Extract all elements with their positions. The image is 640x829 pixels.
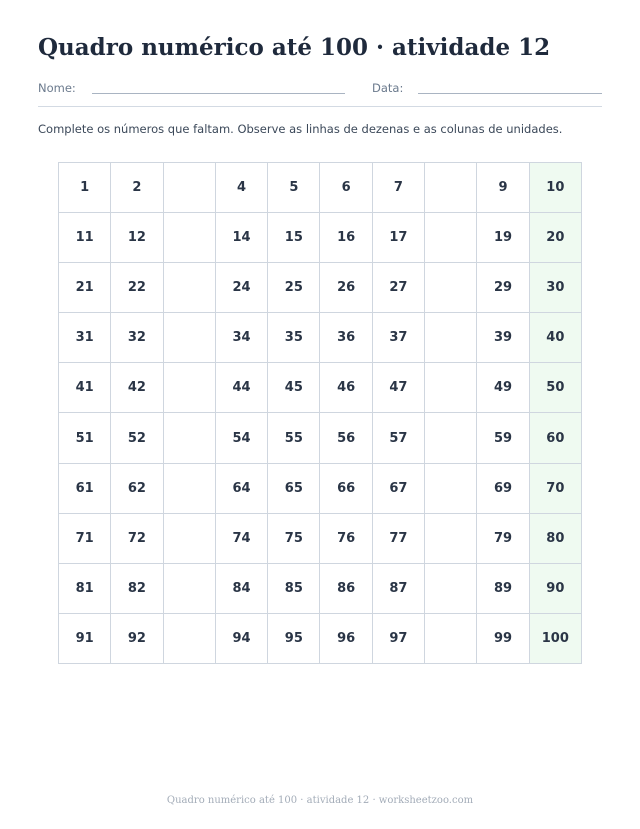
number-cell: 22	[111, 263, 163, 313]
number-cell: 64	[216, 464, 268, 514]
number-cell: 5	[268, 163, 320, 213]
number-cell: 19	[477, 213, 529, 263]
number-cell: 9	[477, 163, 529, 213]
number-cell: 32	[111, 313, 163, 363]
number-cell: 52	[111, 413, 163, 463]
number-cell: 89	[477, 564, 529, 614]
number-cell: 71	[59, 514, 111, 564]
number-cell: 42	[111, 363, 163, 413]
number-cell: 49	[477, 363, 529, 413]
number-cell: 30	[530, 263, 582, 313]
number-cell: 90	[530, 564, 582, 614]
blank-number-cell[interactable]	[164, 263, 216, 313]
number-cell: 81	[59, 564, 111, 614]
blank-number-cell[interactable]	[164, 614, 216, 664]
number-cell: 99	[477, 614, 529, 664]
number-cell: 92	[111, 614, 163, 664]
number-cell: 1	[59, 163, 111, 213]
blank-number-cell[interactable]	[164, 313, 216, 363]
date-label: Data:	[372, 81, 404, 95]
number-cell: 6	[320, 163, 372, 213]
number-cell: 72	[111, 514, 163, 564]
blank-number-cell[interactable]	[164, 213, 216, 263]
number-cell: 41	[59, 363, 111, 413]
number-cell: 75	[268, 514, 320, 564]
blank-number-cell[interactable]	[164, 514, 216, 564]
number-cell: 11	[59, 213, 111, 263]
number-cell: 100	[530, 614, 582, 664]
number-cell: 14	[216, 213, 268, 263]
number-cell: 26	[320, 263, 372, 313]
blank-number-cell[interactable]	[164, 464, 216, 514]
number-cell: 56	[320, 413, 372, 463]
blank-number-cell[interactable]	[425, 163, 477, 213]
number-cell: 34	[216, 313, 268, 363]
number-cell: 39	[477, 313, 529, 363]
number-cell: 2	[111, 163, 163, 213]
worksheet-title: Quadro numérico até 100 · atividade 12	[38, 34, 551, 61]
blank-number-cell[interactable]	[164, 363, 216, 413]
number-cell: 61	[59, 464, 111, 514]
blank-number-cell[interactable]	[425, 413, 477, 463]
blank-number-cell[interactable]	[164, 163, 216, 213]
number-cell: 94	[216, 614, 268, 664]
number-cell: 80	[530, 514, 582, 564]
number-cell: 40	[530, 313, 582, 363]
number-cell: 21	[59, 263, 111, 313]
number-cell: 59	[477, 413, 529, 463]
blank-number-cell[interactable]	[425, 464, 477, 514]
number-cell: 7	[373, 163, 425, 213]
number-cell: 66	[320, 464, 372, 514]
number-cell: 54	[216, 413, 268, 463]
number-cell: 97	[373, 614, 425, 664]
number-cell: 77	[373, 514, 425, 564]
number-cell: 67	[373, 464, 425, 514]
number-cell: 29	[477, 263, 529, 313]
blank-number-cell[interactable]	[425, 514, 477, 564]
number-cell: 84	[216, 564, 268, 614]
blank-number-cell[interactable]	[425, 363, 477, 413]
number-cell: 74	[216, 514, 268, 564]
number-cell: 86	[320, 564, 372, 614]
number-cell: 25	[268, 263, 320, 313]
hundred-chart-grid	[58, 162, 582, 664]
number-cell: 16	[320, 213, 372, 263]
number-cell: 36	[320, 313, 372, 363]
number-cell: 12	[111, 213, 163, 263]
number-cell: 44	[216, 363, 268, 413]
number-cell: 55	[268, 413, 320, 463]
blank-number-cell[interactable]	[164, 564, 216, 614]
number-cell: 60	[530, 413, 582, 463]
number-cell: 65	[268, 464, 320, 514]
number-cell: 62	[111, 464, 163, 514]
number-cell: 87	[373, 564, 425, 614]
name-date-fields	[38, 80, 602, 107]
number-cell: 47	[373, 363, 425, 413]
number-cell: 24	[216, 263, 268, 313]
date-write-line[interactable]	[418, 93, 602, 94]
name-label: Nome:	[38, 81, 76, 95]
name-write-line[interactable]	[92, 93, 345, 94]
number-cell: 35	[268, 313, 320, 363]
blank-number-cell[interactable]	[164, 413, 216, 463]
number-cell: 50	[530, 363, 582, 413]
number-cell: 76	[320, 514, 372, 564]
number-cell: 37	[373, 313, 425, 363]
number-cell: 82	[111, 564, 163, 614]
number-cell: 20	[530, 213, 582, 263]
number-cell: 46	[320, 363, 372, 413]
number-cell: 70	[530, 464, 582, 514]
number-cell: 79	[477, 514, 529, 564]
footer: Quadro numérico até 100 · atividade 12 · worksheetzoo.com	[166, 795, 474, 806]
number-cell: 95	[268, 614, 320, 664]
blank-number-cell[interactable]	[425, 564, 477, 614]
number-cell: 51	[59, 413, 111, 463]
number-cell: 4	[216, 163, 268, 213]
blank-number-cell[interactable]	[425, 213, 477, 263]
number-cell: 27	[373, 263, 425, 313]
number-cell: 91	[59, 614, 111, 664]
blank-number-cell[interactable]	[425, 313, 477, 363]
number-cell: 15	[268, 213, 320, 263]
number-cell: 10	[530, 163, 582, 213]
number-cell: 69	[477, 464, 529, 514]
number-cell: 96	[320, 614, 372, 664]
blank-number-cell[interactable]	[425, 263, 477, 313]
number-cell: 57	[373, 413, 425, 463]
blank-number-cell[interactable]	[425, 614, 477, 664]
number-cell: 31	[59, 313, 111, 363]
number-cell: 45	[268, 363, 320, 413]
instructions: Complete os números que faltam. Observe as linhas de dezenas e as colunas de unidades.	[38, 122, 563, 136]
number-cell: 85	[268, 564, 320, 614]
number-cell: 17	[373, 213, 425, 263]
